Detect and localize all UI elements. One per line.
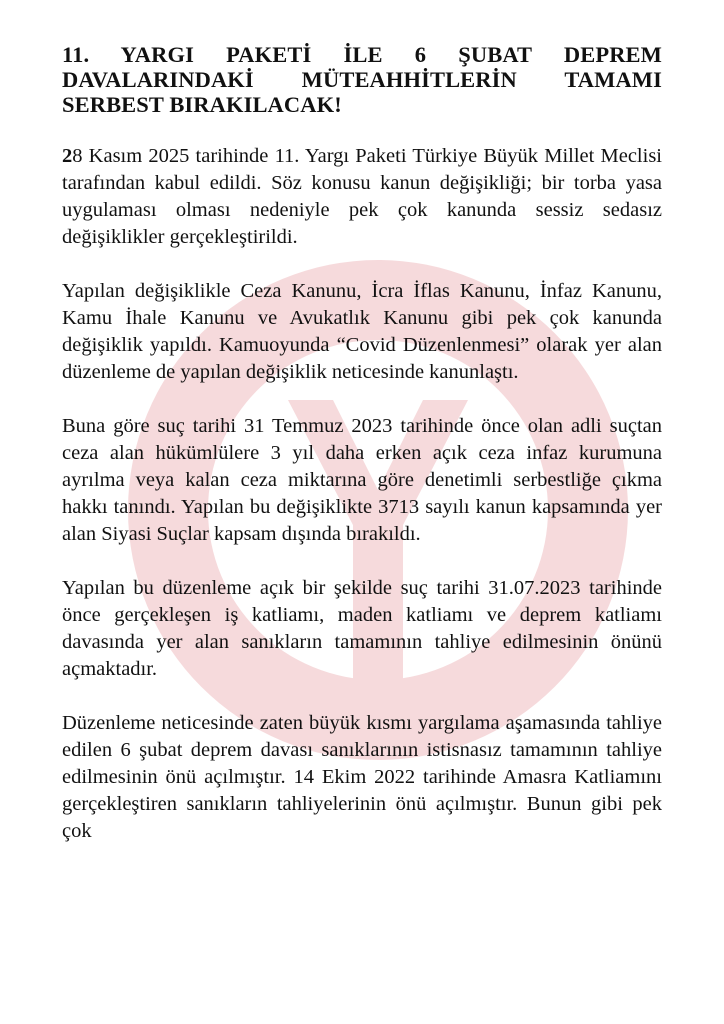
headline: 11. YARGI PAKETİ İLE 6 ŞUBAT DEPREM DAVALARINDAKİ MÜTEAHHİTLERİN TAMAMI SERBEST BIRAKILACAK! bbox=[62, 42, 662, 117]
paragraph-1-initial: 2 bbox=[62, 145, 73, 167]
paragraph-5: Düzenleme neticesinde zaten büyük kısmı yargılama aşamasında tahliye edilen 6 şubat deprem davası sanıklarının istisnasız tamamının tahliye edilmesinin önü açılmıştır. 14 Ekim 2022 tarihinde Amasra Katliamını gerçekleştiren sanıkların tahliyelerinin önü açılmıştır. Bunun gibi pek çok bbox=[62, 712, 662, 842]
paragraph-3: Buna göre suç tarihi 31 Temmuz 2023 tarihinde önce olan adli suçtan ceza alan hükümlülere 3 yıl daha erken açık ceza infaz kurumuna ayrılma veya kalan ceza miktarına göre denetimli serbestliğe çıkma hakkı tanındı. Yapılan bu değişiklikte 3713 sayılı kanun kapsamında yer alan Siyasi Suçlar kapsam dışında bırakıldı. bbox=[62, 415, 662, 545]
paragraph-1-text: 8 Kasım 2025 tarihinde 11. Yargı Paketi Türkiye Büyük Millet Meclisi tarafından kabul edildi. Söz konusu kanun değişikliği; bir torba yasa uygulaması olması nedeniyle pek çok kanunda sessiz sedasız değişiklikler gerçekleştirildi. bbox=[62, 145, 662, 248]
paragraph-2: Yapılan değişiklikle Ceza Kanunu, İcra İflas Kanunu, İnfaz Kanunu, Kamu İhale Kanunu ve Avukatlık Kanunu gibi pek çok kanunda değişiklik yapıldı. Kamuoyunda “Covid Düzenlenmesi” olarak yer alan düzenleme de yapılan değişiklik neticesinde kanunlaştı. bbox=[62, 280, 662, 383]
paragraph-4: Yapılan bu düzenleme açık bir şekilde suç tarihi 31.07.2023 tarihinde önce gerçekleşen iş katliamı, maden katliamı ve deprem katliamı davasında yer alan sanıkların tamamının tahliye edilmesinin önünü açmaktadır. bbox=[62, 577, 662, 680]
paragraph-1 bbox=[62, 143, 662, 251]
